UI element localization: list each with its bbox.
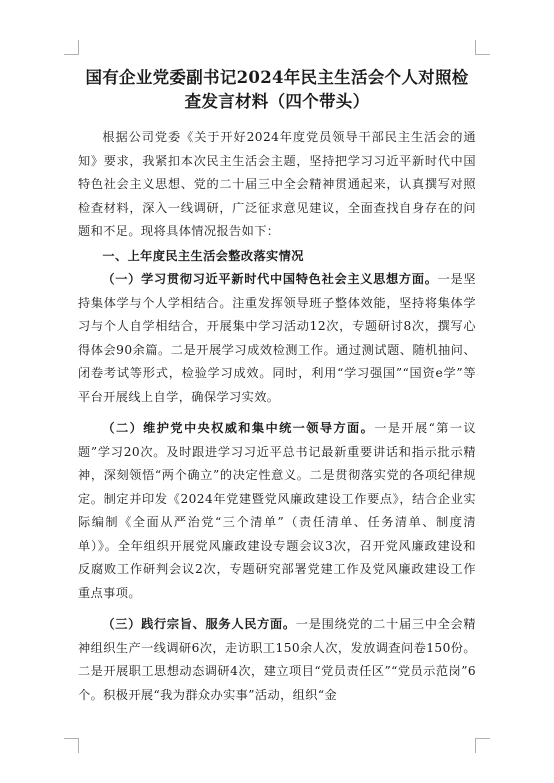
crop-mark-bottom-right bbox=[475, 738, 490, 753]
item-lead: （二）维护党中央权威和集中统一领导方面。 bbox=[102, 421, 375, 435]
crop-mark-top-right bbox=[475, 40, 490, 55]
document-page bbox=[78, 66, 476, 707]
document-title: 国有企业党委副书记2024年民主生活会个人对照检查发言材料（四个带头） bbox=[85, 68, 469, 111]
item-body: 一是坚持集体学与个人学相结合。注重发挥领导班子整体效能，坚持将集体学习与个人自学相结合，开展集中学习活动12次，专题研讨8次，撰写心得体会90余篇。二是开展学习成效检测工作。通过测试题、随机抽问、闭卷考试等形式，检验学习成效。同时，利用“学习强国”“国资e学”等平台开展线上自学，确保学习实效。 bbox=[78, 272, 476, 404]
item-lead: （三）践行宗旨、服务人民方面。 bbox=[102, 617, 296, 631]
section-heading: 一、上年度民主生活会整改落实情况 bbox=[102, 248, 304, 263]
intro-paragraph: 根据公司党委《关于开好2024年度党员领导干部民主生活会的通知》要求，我紧扣本次民主生活会主题，坚持把学习习近平新时代中国特色社会主义思想、党的二十届三中全会精神贯通起来，认真撰写对照检查材料，深入一线调研，广泛征求意见建议，全面查找自身存在的问题和不足。现将具体情况报告如下： bbox=[78, 130, 476, 238]
item-lead: （一）学习贯彻习近平新时代中国特色社会主义思想方面。 bbox=[102, 272, 438, 286]
item-paragraph-2 bbox=[78, 417, 476, 605]
item-paragraph-1 bbox=[78, 268, 476, 409]
item-body: 一是开展“第一议题”学习20次。及时跟进学习习近平总书记最新重要讲话和指示批示精神，深刻领悟“两个确立”的决定性意义。二是贯彻落实党的各项纪律规定。制定并印发《2024年党建暨党风廉政建设工作要点》，结合企业实际编制《全面从严治党“三个清单”（责任清单、任务清单、制度清单）》。全年组织开展党风廉政建设专题会议3次，召开党风廉政建设和反腐败工作研判会议2次，专题研究部署党建工作及党风廉政建设工作重点事项。 bbox=[78, 421, 477, 600]
item-paragraph-3 bbox=[78, 613, 476, 707]
item-body: 一是围绕党的二十届三中全会精神组织生产一线调研6次，走访职工150余人次，发放调查问卷150份。二是开展职工思想动态调研4次，建立项目“党员责任区”“党员示范岗”6个。积极开展“我为群众办实事”活动，组织“金 bbox=[78, 617, 476, 702]
crop-mark-top-left bbox=[64, 40, 79, 55]
crop-mark-bottom-left bbox=[64, 738, 79, 753]
